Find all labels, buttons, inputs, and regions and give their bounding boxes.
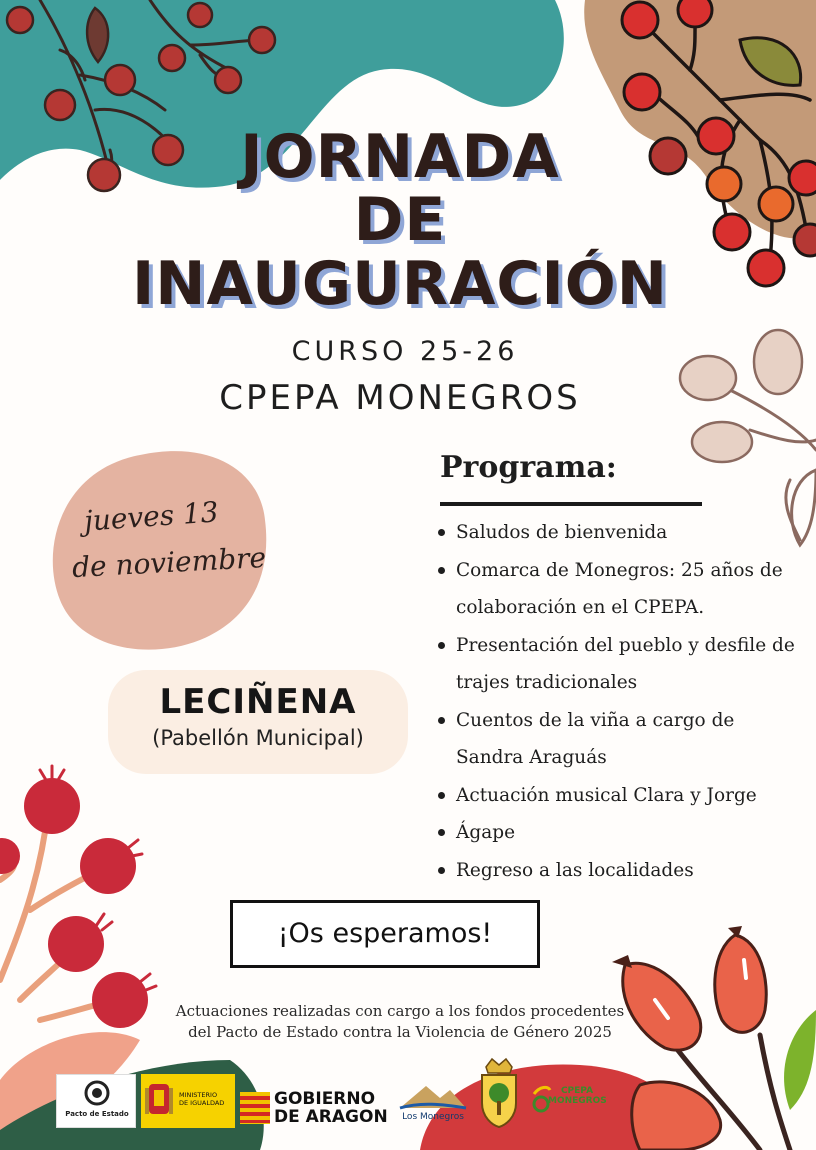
program-item: Actuación musical Clara y Jorge xyxy=(436,777,806,815)
coat-of-arms-icon xyxy=(478,1057,520,1129)
ministerio-logo-text: MINISTERIO DE IGUALDAD xyxy=(179,1091,225,1107)
program-divider xyxy=(440,502,702,506)
title-line-1: JORNADA xyxy=(240,122,560,192)
gobierno-aragon-logo xyxy=(240,1090,390,1130)
pacto-de-estado-logo xyxy=(56,1074,136,1128)
monegros-logo-text: Los Monegros xyxy=(402,1112,464,1122)
program-item: Presentación del pueblo y desfile de trajes tradicionales xyxy=(436,627,806,702)
date-month: de noviembre xyxy=(71,540,267,585)
aragon-flag-icon xyxy=(240,1090,272,1126)
ministerio-igualdad-logo xyxy=(141,1074,235,1128)
course-label: CURSO 25-26 xyxy=(291,336,519,367)
funding-line-1: Actuaciones realizadas con cargo a los fondos procedentes xyxy=(175,1002,625,1020)
spain-coat-of-arms-icon xyxy=(141,1074,177,1128)
municipal-coat-of-arms xyxy=(478,1057,520,1129)
program-item: Cuentos de la viña a cargo de Sandra Araguás xyxy=(436,702,806,777)
pacto-logo-text: Pacto de Estado xyxy=(65,1110,129,1118)
cpepa-monegros-logo xyxy=(530,1082,606,1122)
los-monegros-logo xyxy=(396,1078,470,1126)
program-item: Regreso a las localidades xyxy=(436,852,806,890)
cta-box: ¡Os esperamos! xyxy=(230,900,540,968)
title-line-2: DE xyxy=(353,185,447,255)
school-name: CPEPA MONEGROS xyxy=(219,378,581,418)
program-title: Programa: xyxy=(440,450,617,485)
title-line-3: INAUGURACIÓN xyxy=(131,249,669,319)
berries-bottom-left xyxy=(0,778,148,1028)
monegros-mountains-icon xyxy=(396,1078,470,1112)
date-weekday: jueves 13 xyxy=(83,495,220,538)
program-item: Saludos de bienvenida xyxy=(436,514,806,552)
green-leaf-bottom-right xyxy=(784,1010,816,1110)
pacto-emblem-icon xyxy=(57,1075,137,1109)
venue-box xyxy=(108,670,408,774)
cpepa-logo-text: CPEPA MONEGROS xyxy=(548,1086,607,1106)
aragon-logo-text: GOBIERNO DE ARAGON xyxy=(274,1089,388,1127)
venue-place: (Pabellón Municipal) xyxy=(152,726,364,750)
program-item: Ágape xyxy=(436,814,806,852)
venue-town: LECIÑENA xyxy=(159,682,357,722)
program-list xyxy=(436,514,806,889)
funding-line-2: del Pacto de Estado contra la Violencia de Género 2025 xyxy=(188,1023,612,1041)
program-item: Comarca de Monegros: 25 años de colaboración en el CPEPA. xyxy=(436,552,806,627)
